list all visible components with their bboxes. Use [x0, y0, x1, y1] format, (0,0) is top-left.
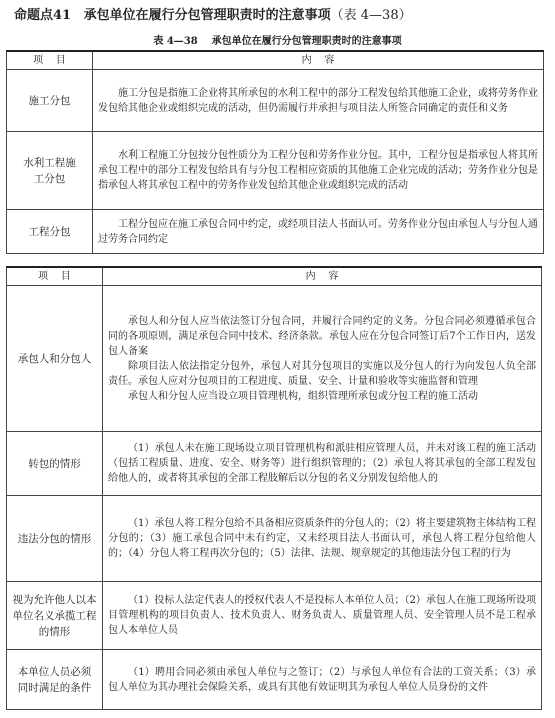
row-label	[7, 582, 103, 650]
paragraph: 承包人和分包人应当设立项目管理机构，组织管理所承包或分包工程的施工活动	[128, 390, 478, 402]
table-2	[6, 266, 542, 710]
row-label: 施工分包	[7, 70, 93, 132]
paragraph: （1）承包人将工程分包给不具备相应资质条件的分包人的；（2）将主要建筑物主体结构工程分包的；（3）施工承包合同中未有约定，又未经项目法人书面认可，承包人将工程分包给他人的；（4）分包人将工程再次分包的；（5）法律、法规、规章规定的其他违法分包工程的行为	[108, 518, 536, 559]
row-label-text: 水利工程施工分包	[23, 156, 76, 185]
paragraph: 工程分包应在施工承包合同中约定，或经项目法人书面认可。劳务作业分包由承包人与分包人通过劳务合同约定	[98, 218, 538, 245]
topic-title: 承包单位在履行分包管理职责时的注意事项	[83, 8, 331, 23]
table-row	[7, 496, 542, 582]
table-reference: （表 4—38）	[330, 8, 412, 23]
row-content	[103, 286, 542, 432]
row-label: 承包人和分包人	[7, 286, 103, 432]
header-item: 项 目	[7, 51, 93, 70]
row-content	[103, 582, 542, 650]
row-label: 转包的情形	[7, 432, 103, 496]
row-content	[93, 210, 544, 254]
topic-label: 命题点41	[14, 8, 72, 23]
row-content	[93, 132, 544, 210]
row-label: 工程分包	[7, 210, 93, 254]
table-row	[7, 210, 544, 254]
table-row	[7, 432, 542, 496]
row-content	[103, 650, 542, 710]
row-content	[103, 496, 542, 582]
paragraph: 施工分包是指施工企业将其所承包的水利工程中的部分工程发包给其他施工企业，或将劳务作业发包给其他企业或组织完成的活动，但仍需履行并承担与项目法人所签合同确定的责任和义务	[98, 87, 538, 114]
row-label	[7, 650, 103, 710]
table-row	[7, 286, 542, 432]
table-row	[7, 650, 542, 710]
header-content: 内 容	[93, 51, 544, 70]
header-item: 项 目	[7, 267, 103, 286]
paragraph: （1）投标人法定代表人的授权代表人不是投标人本单位人员；（2）承包人在施工现场所设项目管理机构的项目负责人、技术负责人、财务负责人、质量管理人员、安全管理人员不是工程承包人本单位人员	[108, 595, 536, 636]
paragraph: 承包人和分包人应当依法签订分包合同，并履行合同约定的义务。分包合同必须遵循承包合同的各项原则，满足承包合同中技术、经济条款。承包人应在分包合同签订后7个工作日内，送发包人备案	[108, 315, 536, 357]
table-row	[7, 70, 544, 132]
header-content: 内 容	[103, 267, 542, 286]
table-row	[7, 132, 544, 210]
section-heading	[14, 4, 544, 23]
table-1	[6, 50, 544, 254]
table-caption: 表 4—38 承包单位在履行分包管理职责时的注意事项	[153, 36, 402, 47]
paragraph: 水利工程施工分包按分包性质分为工程分包和劳务作业分包。其中，工程分包是指承包人将其所承包工程中的部分工程发包给具有与分包工程相应资质的其他施工企业完成的活动；劳务作业分包是指承包人将其承包工程中的劳务作业发包给其他企业或组织完成的活动	[98, 150, 538, 191]
row-label-text: 本单位人员必须同时满足的条件	[17, 665, 92, 694]
row-content	[93, 70, 544, 132]
row-content	[103, 432, 542, 496]
row-label	[7, 132, 93, 210]
table-row	[7, 582, 542, 650]
paragraph: （1）聘用合同必须由承包人单位与之签订；（2）与承包人单位有合法的工资关系；（3）承包人单位为其办理社会保险关系，或具有其他有效证明其为承包人单位人员身份的文件	[108, 666, 536, 693]
row-label-text: 视为允许他人以本单位名义承揽工程的情形	[12, 593, 97, 638]
paragraph: 除项目法人依法指定分包外，承包人对其分包项目的实施以及分包人的行为向发包人负全部责任。承包人应对分包项目的工程进度、质量、安全、计量和验收等实施监督和管理	[108, 360, 536, 387]
table-2-header-row	[7, 267, 542, 286]
row-label: 违法分包的情形	[7, 496, 103, 582]
table-1-header-row	[7, 51, 544, 70]
paragraph: （1）承包人未在施工现场设立项目管理机构和派驻相应管理人员，并未对该工程的施工活动（包括工程质量、进度、安全、财务等）进行组织管理的；（2）承包人将其承包的全部工程发包给他人的，或者将其承包的全部工程肢解后以分包的名义分别发包给他人的	[108, 443, 536, 484]
